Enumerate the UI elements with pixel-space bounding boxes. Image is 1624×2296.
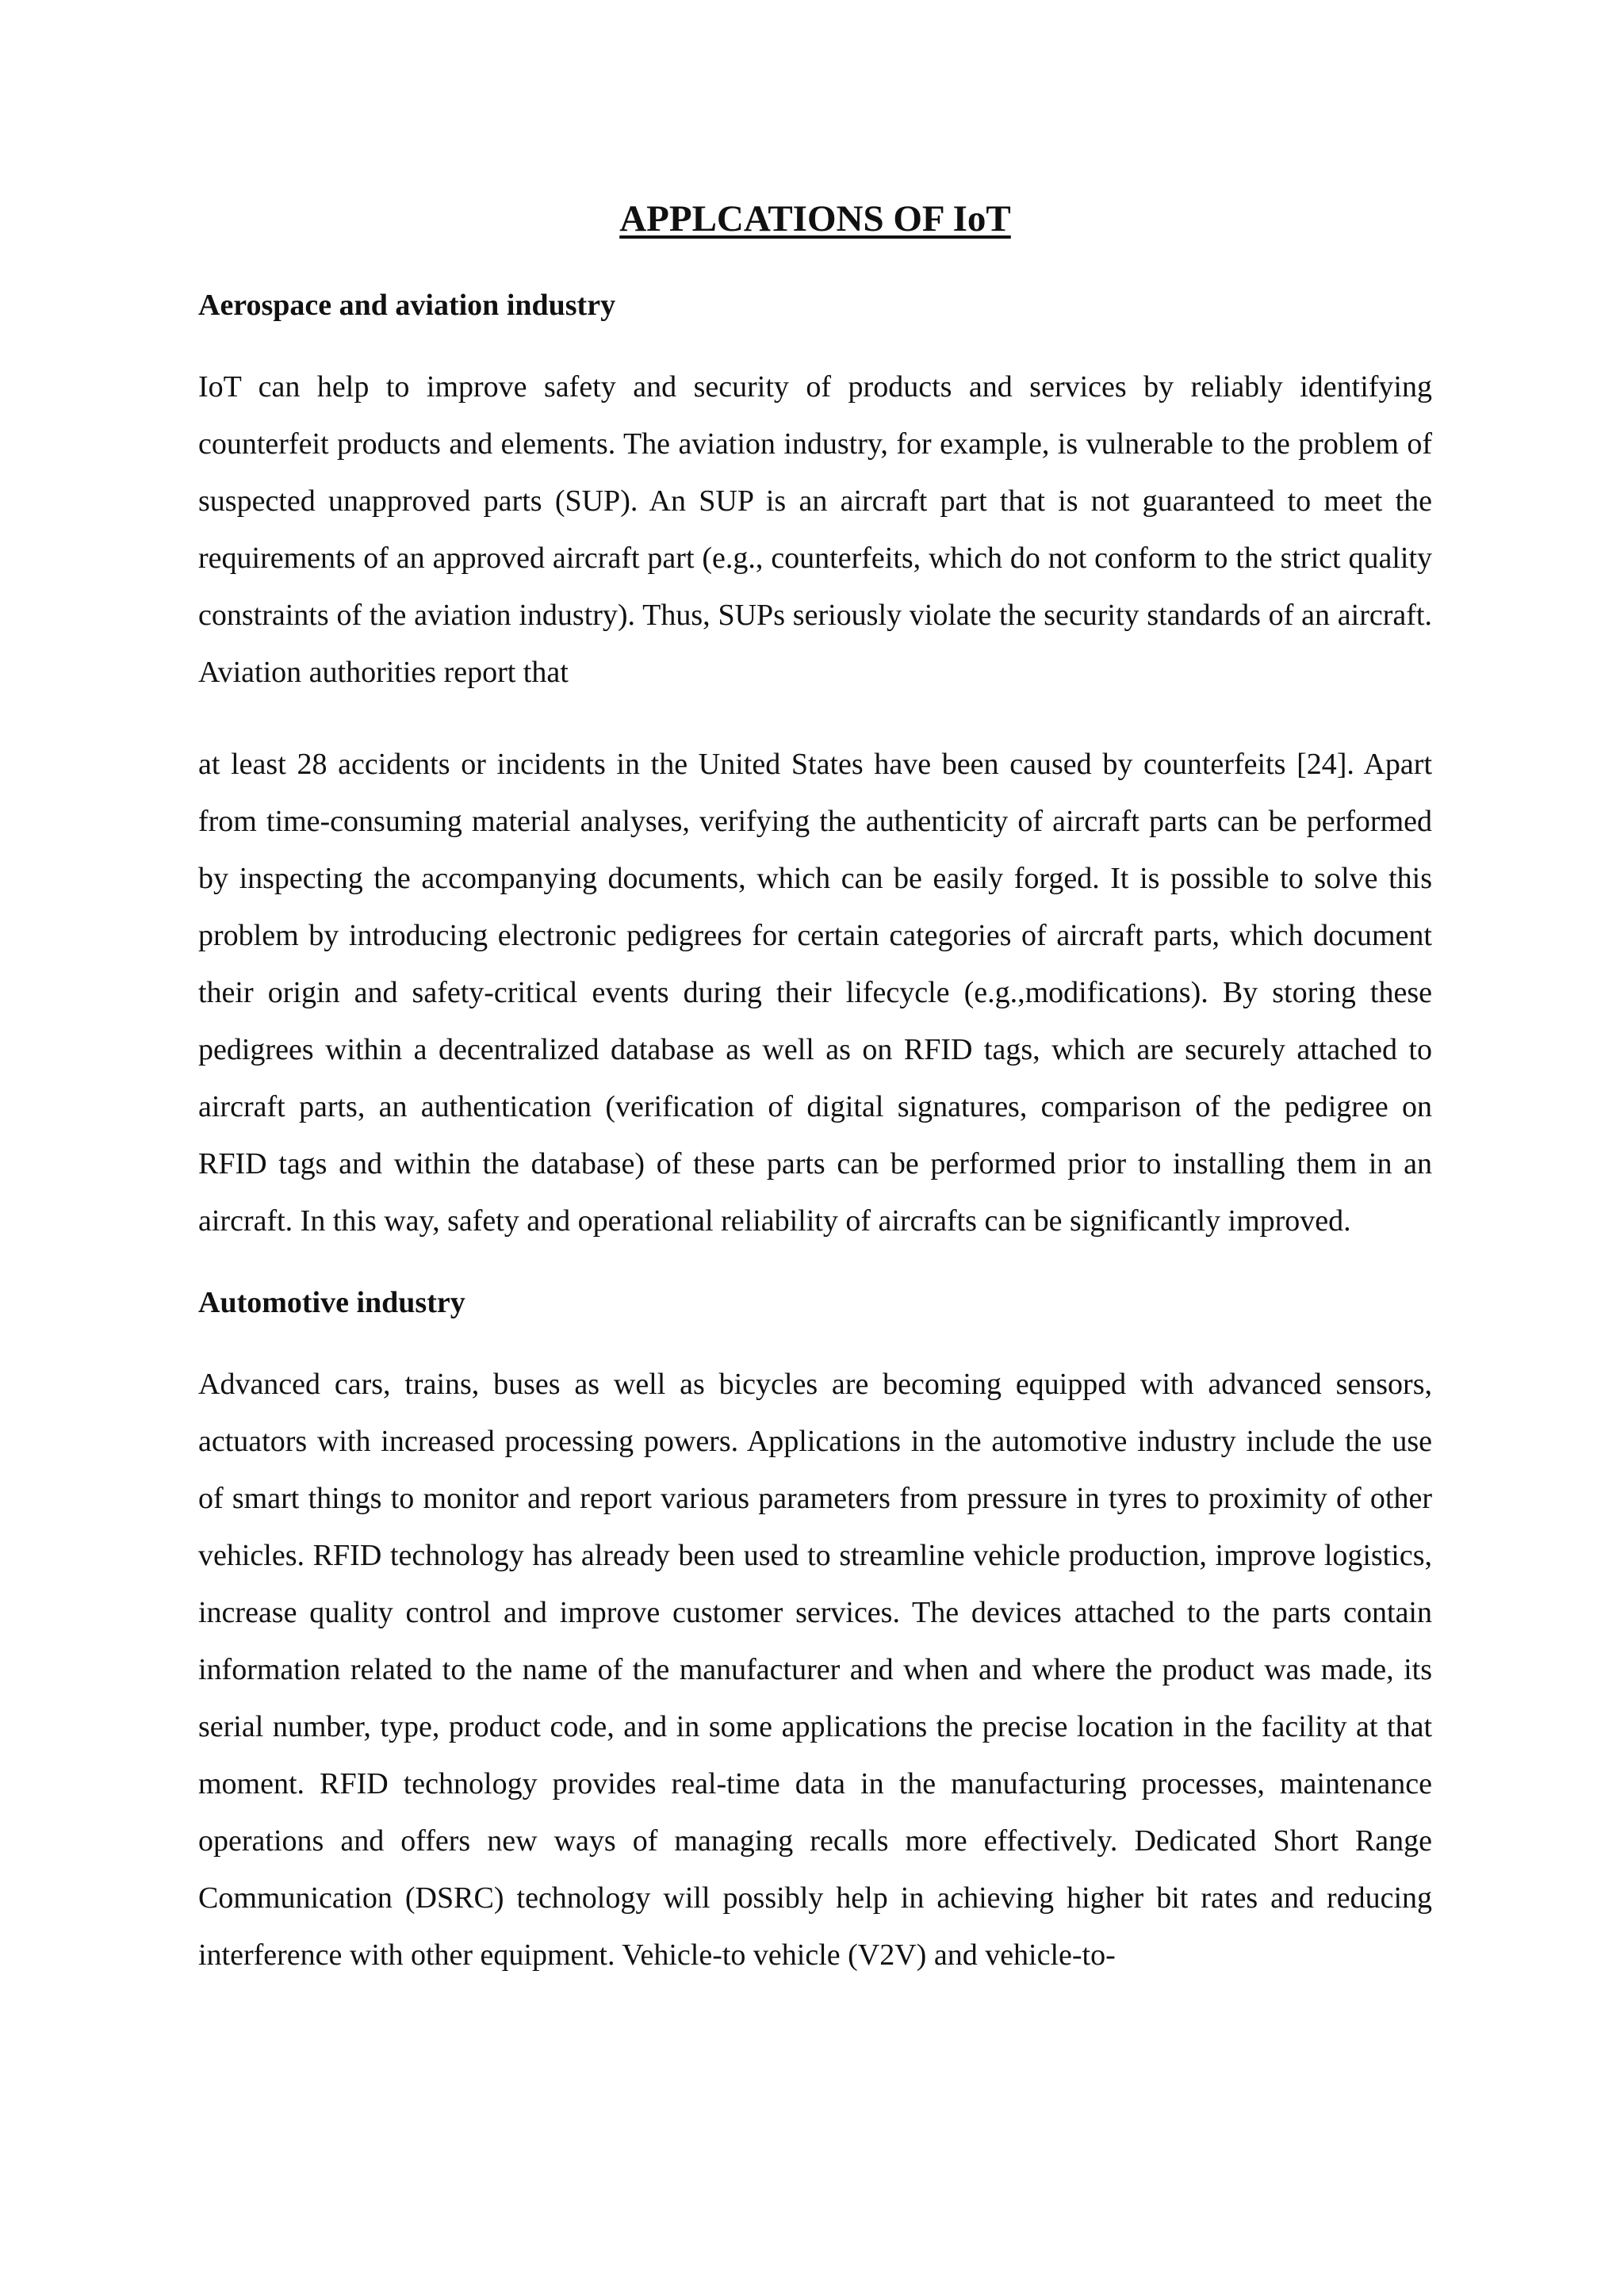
paragraph-automotive-1: Advanced cars, trains, buses as well as bicycles are becoming equipped with advanced sensors, actuators with increased processing powers. Applications in the automotive industry include the use of smart things to monitor and report various parameters from pressure in tyres to proximity of other vehicles. RFID technology has already been used to streamline vehicle production, improve logistics, increase quality control and improve customer services. The devices attached to the parts contain information related to the name of the manufacturer and when and where the product was made, its serial number, type, product code, and in some applications the precise location in the facility at that moment. RFID technology provides real-time data in the manufacturing processes, maintenance operations and offers new ways of managing recalls more effectively. Dedicated Short Range Communication (DSRC) technology will possibly help in achieving higher bit rates and reducing interference with other equipment. Vehicle-to vehicle (V2V) and vehicle-to- (198, 1368, 1432, 1972)
paragraph-aerospace-1: IoT can help to improve safety and security of products and services by reliably identifying counterfeit products and elements. The aviation industry, for example, is vulnerable to the problem of suspected unapproved parts (SUP). An SUP is an aircraft part that is not guaranteed to meet the requirements of an approved aircraft part (e.g., counterfeits, which do not conform to the strict quality constraints of the aviation industry). Thus, SUPs seriously violate the security standards of an aircraft. Aviation authorities report that (198, 370, 1432, 689)
section-aerospace (198, 281, 1432, 1249)
page-title: APPLCATIONS OF IoT (619, 198, 1011, 239)
section-heading-aerospace: Aerospace and aviation industry (198, 289, 616, 322)
paragraph-aerospace-2: at least 28 accidents or incidents in the United States have been caused by counterfeits [24]. Apart from time-consuming material analyses, verifying the authenticity of aircraft parts can be performed by inspecting the accompanying documents, which can be easily forged. It is possible to solve this problem by introducing electronic pedigrees for certain categories of aircraft parts, which document their origin and safety-critical events during their lifecycle (e.g.,modifications). By storing these pedigrees within a decentralized database as well as on RFID tags, which are securely attached to aircraft parts, an authentication (verification of digital signatures, comparison of the pedigree on RFID tags and within the database) of these parts can be performed prior to installing them in an aircraft. In this way, safety and operational reliability of aircrafts can be significantly improved. (198, 748, 1432, 1238)
section-heading-automotive: Automotive industry (198, 1286, 465, 1319)
page-content (198, 189, 1432, 1984)
section-automotive (198, 1278, 1432, 1984)
